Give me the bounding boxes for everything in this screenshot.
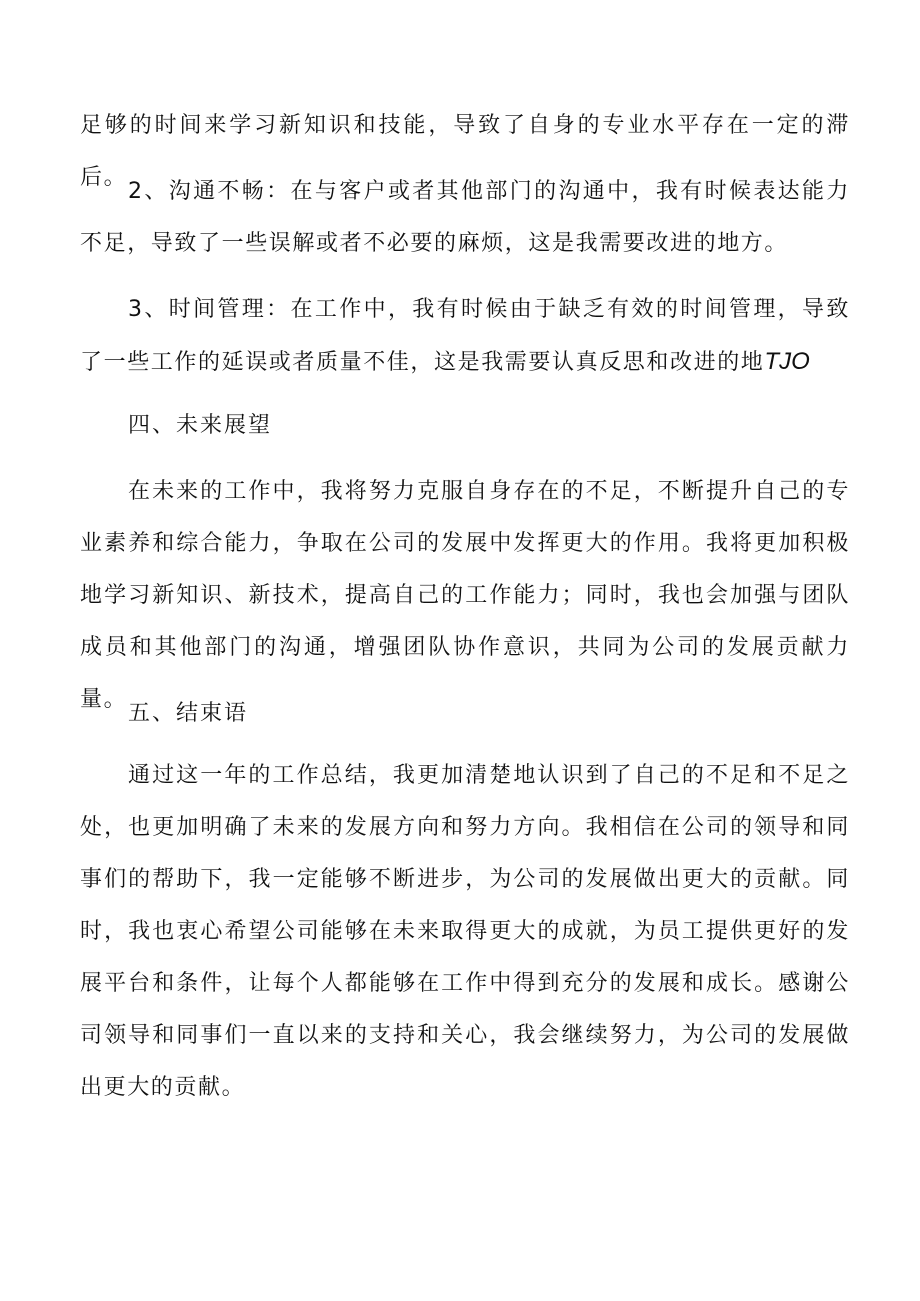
paragraph-time-management-text: 3、时间管理：在工作中，我有时候由于缺乏有效的时间管理，导致了一些工作的延误或者质量不佳，这是我需要认真反思和改进的地 xyxy=(80,297,850,375)
paragraph-conclusion: 通过这一年的工作总结，我更加清楚地认识到了自己的不足和不足之处，也更加明确了未来的发展方向和努力方向。我相信在公司的领导和同事们的帮助下，我一定能够不断进步，为公司的发展做出更大的贡献。同时，我也衷心希望公司能够在未来取得更大的成就，为员工提供更好的发展平台和条件，让每个人都能够在工作中得到充分的发展和成长。感谢公司领导和同事们一直以来的支持和关心，我会继续努力，为公司的发展做出更大的贡献。 xyxy=(80,763,850,1100)
paragraph-future: 在未来的工作中，我将努力克服自身存在的不足，不断提升自己的专业素养和综合能力，争取在公司的发展中发挥更大的作用。我将更加积极地学习新知识、新技术，提高自己的工作能力；同时，我也会加强与团队成员和其他部门的沟通，增强团队协作意识，共同为公司的发展贡献力量。 xyxy=(80,479,850,712)
section-heading-future: 四、未来展望 xyxy=(128,413,273,438)
section-heading-conclusion: 五、结束语 xyxy=(128,701,249,726)
paragraph-time-management xyxy=(80,284,850,389)
paragraph-tail-text: TJO xyxy=(764,348,810,375)
paragraph-continued: 足够的时间来学习新知识和技能，导致了自身的专业水平存在一定的滞后。 xyxy=(80,113,850,190)
paragraph-communication: 2、沟通不畅：在与客户或者其他部门的沟通中，我有时候表达能力不足，导致了一些误解或者不必要的麻烦，这是我需要改进的地方。 xyxy=(80,179,850,256)
